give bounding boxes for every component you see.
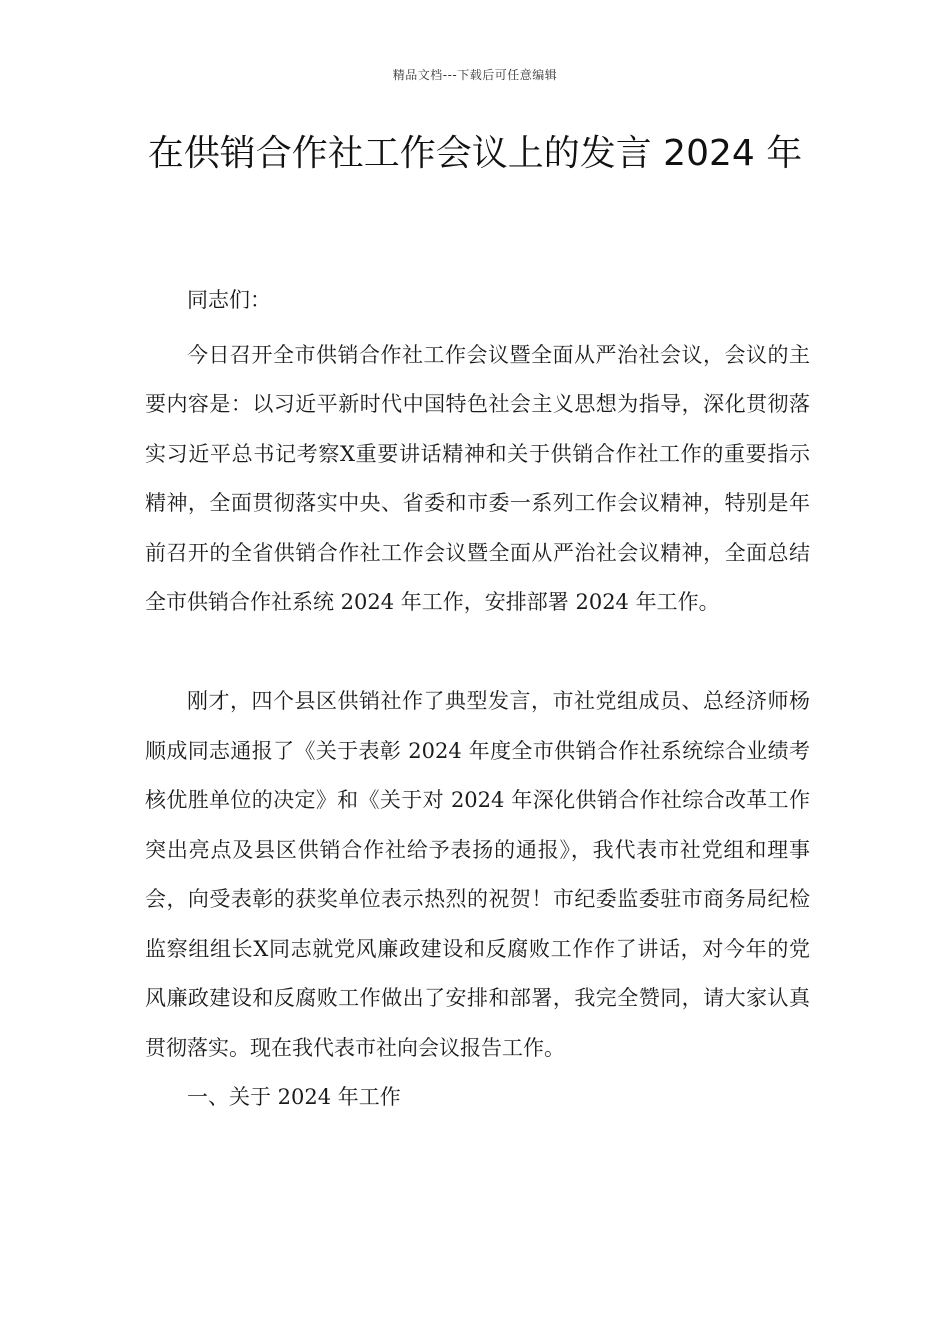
section-heading: 一、关于 2024 年工作	[187, 1085, 401, 1109]
document-body	[145, 276, 810, 1123]
paragraph-2: 刚才，四个县区供销社作了典型发言，市社党组成员、总经济师杨顺成同志通报了《关于表彰 2024 年度全市供销合作社系统综合业绩考核优胜单位的决定》和《关于对 2024 年深化供销合作社综合改革工作突出亮点及县区供销合作社给予表扬的通报》，我代表市社党组和理事会，向受表彰的获奖单位表示热烈的祝贺！市纪委监委驻市商务局纪检监察组组长X同志就党风廉政建设和反腐败工作作了讲话，对今年的党风廉政建设和反腐败工作做出了安排和部署，我完全赞同，请大家认真贯彻落实。现在我代表市社向会议报告工作。	[145, 689, 810, 1060]
document-title: 在供销合作社工作会议上的发言 2024 年	[147, 133, 803, 174]
salutation: 同志们：	[187, 288, 271, 312]
paragraph-1: 今日召开全市供销合作社工作会议暨全面从严治社会议，会议的主要内容是：以习近平新时代中国特色社会主义思想为指导，深化贯彻落实习近平总书记考察X重要讲话精神和关于供销合作社工作的重要指示精神，全面贯彻落实中央、省委和市委一系列工作会议精神，特别是年前召开的全省供销合作社工作会议暨全面从严治社会议精神，全面总结全市供销合作社系统 2024 年工作，安排部署 2024 年工作。	[145, 342, 810, 614]
page-header: 精品文档---下载后可任意编辑	[392, 68, 558, 82]
